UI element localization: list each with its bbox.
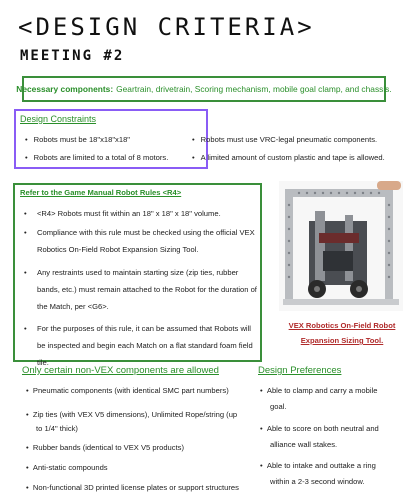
components-value: Geartrain, drivetrain, Scoring mechanism, mobile goal clamp, and chassis. [116, 84, 392, 94]
page-subtitle: MEETING #2 [20, 48, 125, 64]
constraint-item: • Robots must use VRC-legal pneumatic components. [192, 135, 377, 144]
robot-rules-box [13, 183, 262, 367]
preference-item-cont: within a 2-3 second window. [270, 477, 365, 486]
nonvex-item: • Zip ties (with VEX V5 dimensions), Unlimited Rope/string (up [26, 410, 238, 419]
page-title: <DESIGN CRITERIA> [18, 13, 315, 41]
rule-item: • For the purposes of this rule, it can be assumed that Robots will be inspected and begin each Match on a flat standard foam field tile. [24, 324, 253, 367]
nonvex-item: • Pneumatic components (with identical SMC part numbers) [26, 386, 229, 395]
constraint-item: • A limited amount of custom plastic and tape is allowed. [192, 153, 385, 162]
image-caption: VEX Robotics On-Field Robot Expansion Sizing Tool. [288, 321, 396, 345]
robot-sizing-tool-image [279, 181, 403, 311]
rule-item: • Any restraints used to maintain starting size (zip ties, rubber bands, etc.) must remain attached to the Robot for the duration of the Match, per <G6>. [24, 268, 257, 311]
nonvex-item: • Anti-static compounds [26, 463, 108, 472]
preference-item: • Able to score on both neutral and [260, 424, 379, 433]
preference-item-cont: alliance wall stakes. [270, 440, 338, 449]
constraint-item: • Robots are limited to a total of 8 motors. [25, 153, 168, 162]
design-constraints-heading: Design Constraints [20, 114, 97, 124]
preference-item: • Able to intake and outtake a ring [260, 461, 376, 470]
nonvex-item-cont: to 1/4" thick) [36, 424, 78, 433]
preference-item-cont: goal. [270, 402, 287, 411]
preferences-heading: Design Preferences [258, 365, 342, 376]
nonvex-item: • Non-functional 3D printed license plates or support structures [26, 483, 239, 492]
constraint-item: • Robots must be 18"x18"x18" [25, 135, 130, 144]
necessary-components-box [16, 76, 392, 102]
robot-rules-heading: Refer to the Game Manual Robot Rules <R4> [20, 188, 182, 197]
rule-item: • Compliance with this rule must be checked using the official VEX Robotics On-Field Robot Expansion Sizing Tool. [24, 228, 255, 254]
nonvex-heading: Only certain non-VEX components are allowed [22, 365, 219, 376]
rule-item: • <R4> Robots must fit within an 18" x 18" x 18" volume. [24, 209, 221, 218]
nonvex-item: • Rubber bands (identical to VEX V5 products) [26, 443, 185, 452]
components-label: Necessary components: [16, 84, 114, 94]
preference-item: • Able to clamp and carry a mobile [260, 386, 378, 395]
